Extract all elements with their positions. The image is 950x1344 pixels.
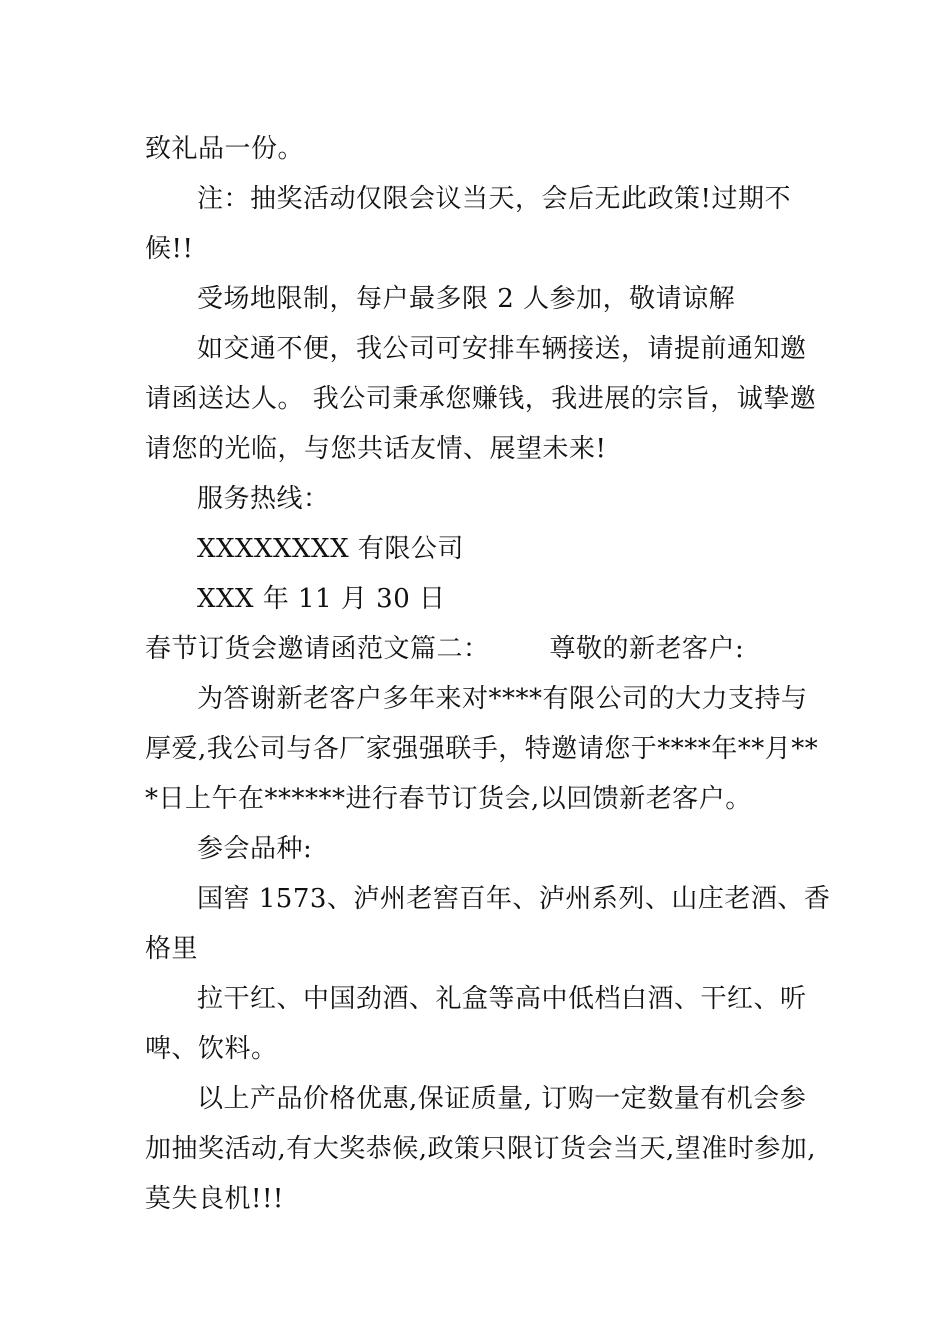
paragraph-line: 候!! xyxy=(145,234,194,264)
paragraph-line: 为答谢新老客户多年来对****有限公司的大力支持与 xyxy=(197,684,808,714)
paragraph-line: 如交通不便，我公司可安排车辆接送，请提前通知邀 xyxy=(197,334,807,364)
paragraph-line: XXXXXXXX 有限公司 xyxy=(197,534,464,564)
paragraph-line: 啤、饮料。 xyxy=(145,1034,278,1064)
paragraph-line: 厚爱,我公司与各厂家强强联手，特邀请您于****年**月** xyxy=(145,734,819,764)
paragraph-line: 致礼品一份。 xyxy=(145,134,305,164)
paragraph-line: 请函送达人。 我公司秉承您赚钱，我进展的宗旨，诚挚邀 xyxy=(145,384,817,414)
paragraph-line: 受场地限制，每户最多限 2 人参加，敬请谅解 xyxy=(197,284,736,314)
paragraph-line: 注：抽奖活动仅限会议当天，会后无此政策!过期不 xyxy=(197,184,791,214)
section-title: 春节订货会邀请函范文篇二： xyxy=(145,634,490,664)
paragraph-line: 拉干红、中国劲酒、礼盒等高中低档白酒、干红、听 xyxy=(197,984,807,1014)
paragraph-line: 国窖 1573、泸州老窖百年、泸州系列、山庄老酒、香 xyxy=(197,884,831,914)
section-heading-line xyxy=(145,633,744,665)
paragraph-line: 莫失良机!!! xyxy=(145,1184,284,1214)
paragraph-line: 以上产品价格优惠,保证质量, 订购一定数量有机会参 xyxy=(197,1084,807,1114)
paragraph-line: XXX 年 11 月 30 日 xyxy=(197,584,446,614)
paragraph-line: 格里 xyxy=(145,934,199,964)
paragraph-line: *日上午在******进行春节订货会,以回馈新老客户。 xyxy=(145,784,752,814)
salutation: 尊敬的新老客户: xyxy=(549,634,745,664)
paragraph-line: 参会品种: xyxy=(197,834,313,864)
paragraph-line: 加抽奖活动,有大奖恭候,政策只限订货会当天,望准时参加, xyxy=(145,1134,817,1164)
paragraph-line: 服务热线： xyxy=(197,484,330,514)
paragraph-line: 请您的光临，与您共话友情、展望未来! xyxy=(145,434,607,464)
